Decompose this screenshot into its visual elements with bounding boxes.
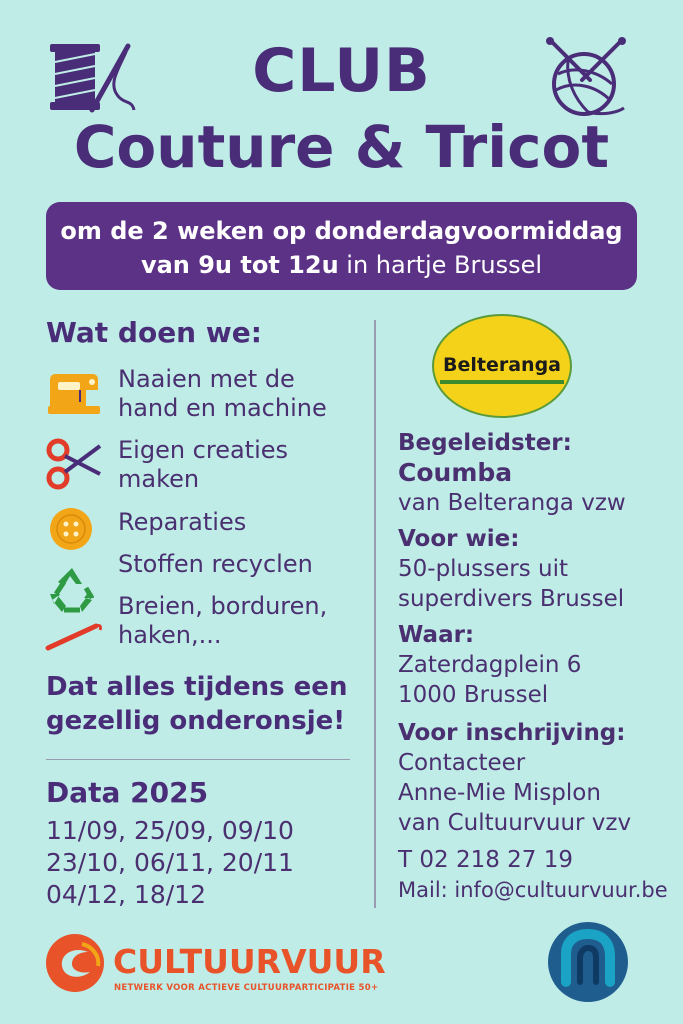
activity-item [118, 365, 327, 423]
activity-line: Eigen creaties [118, 436, 289, 464]
scissors-icon [44, 434, 102, 492]
activities-closing [46, 670, 347, 738]
activities-heading: Wat doen we: [46, 316, 262, 349]
activity-line: Stoffen recyclen [118, 550, 313, 578]
location-line: 1000 Brussel [398, 682, 549, 708]
page-title: Couture & Tricot [73, 113, 610, 181]
activity-item [118, 508, 246, 537]
button-icon [48, 506, 94, 552]
signup-line: van Cultuurvuur vzv [398, 810, 632, 836]
location-block [398, 620, 581, 710]
activity-item [118, 550, 313, 579]
cultuurvuur-logo-icon [44, 932, 106, 994]
signup-label: Voor inschrijving: [398, 720, 626, 746]
signup-line: Contacteer [398, 750, 526, 776]
location-label: Waar: [398, 622, 475, 648]
location-line: Zaterdagplein 6 [398, 652, 582, 678]
banner-location: in hartje Brussel [338, 251, 543, 279]
email-address[interactable]: Mail: info@cultuurvuur.be [398, 878, 668, 902]
activity-line: maken [118, 465, 200, 493]
dates-list [46, 815, 294, 911]
closing-line: Dat alles tijdens een [46, 672, 348, 702]
guide-org: van Belteranga vzw [398, 490, 626, 516]
closing-line: gezellig onderonsje! [46, 706, 346, 736]
dates-line: 23/10, 06/11, 20/11 [46, 848, 294, 877]
dates-heading: Data 2025 [46, 776, 209, 809]
belteranga-logo-text: Belteranga [443, 354, 561, 376]
activity-line: Naaien met de [118, 365, 295, 393]
phone-number: T 02 218 27 19 [398, 847, 573, 873]
schedule-banner [46, 202, 637, 290]
audience-block [398, 524, 624, 614]
section-divider [46, 759, 350, 760]
guide-block [398, 428, 626, 518]
column-divider [374, 320, 376, 908]
recycle-icon [46, 564, 98, 614]
activity-item [118, 592, 327, 650]
signup-block [398, 718, 631, 838]
activity-item [118, 436, 288, 494]
network-logo-icon [546, 920, 630, 1004]
activity-line: hand en machine [118, 394, 327, 422]
guide-label: Begeleidster: [398, 430, 572, 456]
belteranga-logo [432, 314, 572, 418]
audience-label: Voor wie: [398, 526, 520, 552]
activity-line: haken,... [118, 621, 222, 649]
page-title-club: CLUB [252, 36, 431, 106]
signup-line: Anne-Mie Misplon [398, 780, 601, 806]
sewing-machine-icon [44, 370, 102, 416]
guide-name: Coumba [398, 458, 513, 487]
cultuurvuur-tagline: NETWERK VOOR ACTIEVE CULTUURPARTICIPATIE 50+ [114, 983, 379, 993]
activity-line: Breien, borduren, [118, 592, 328, 620]
banner-time: van 9u tot 12u [140, 251, 339, 279]
audience-line: superdivers Brussel [398, 586, 625, 612]
dates-line: 11/09, 25/09, 09/10 [46, 816, 294, 845]
activity-line: Reparaties [118, 508, 247, 536]
dates-line: 04/12, 18/12 [46, 880, 206, 909]
cultuurvuur-logo-text: CULTUURVUUR [113, 942, 386, 981]
contact-block [398, 845, 668, 905]
banner-line1: om de 2 weken op donderdagvoormiddag [60, 217, 623, 245]
crochet-hook-icon [44, 620, 104, 652]
audience-line: 50-plussers uit [398, 556, 568, 582]
